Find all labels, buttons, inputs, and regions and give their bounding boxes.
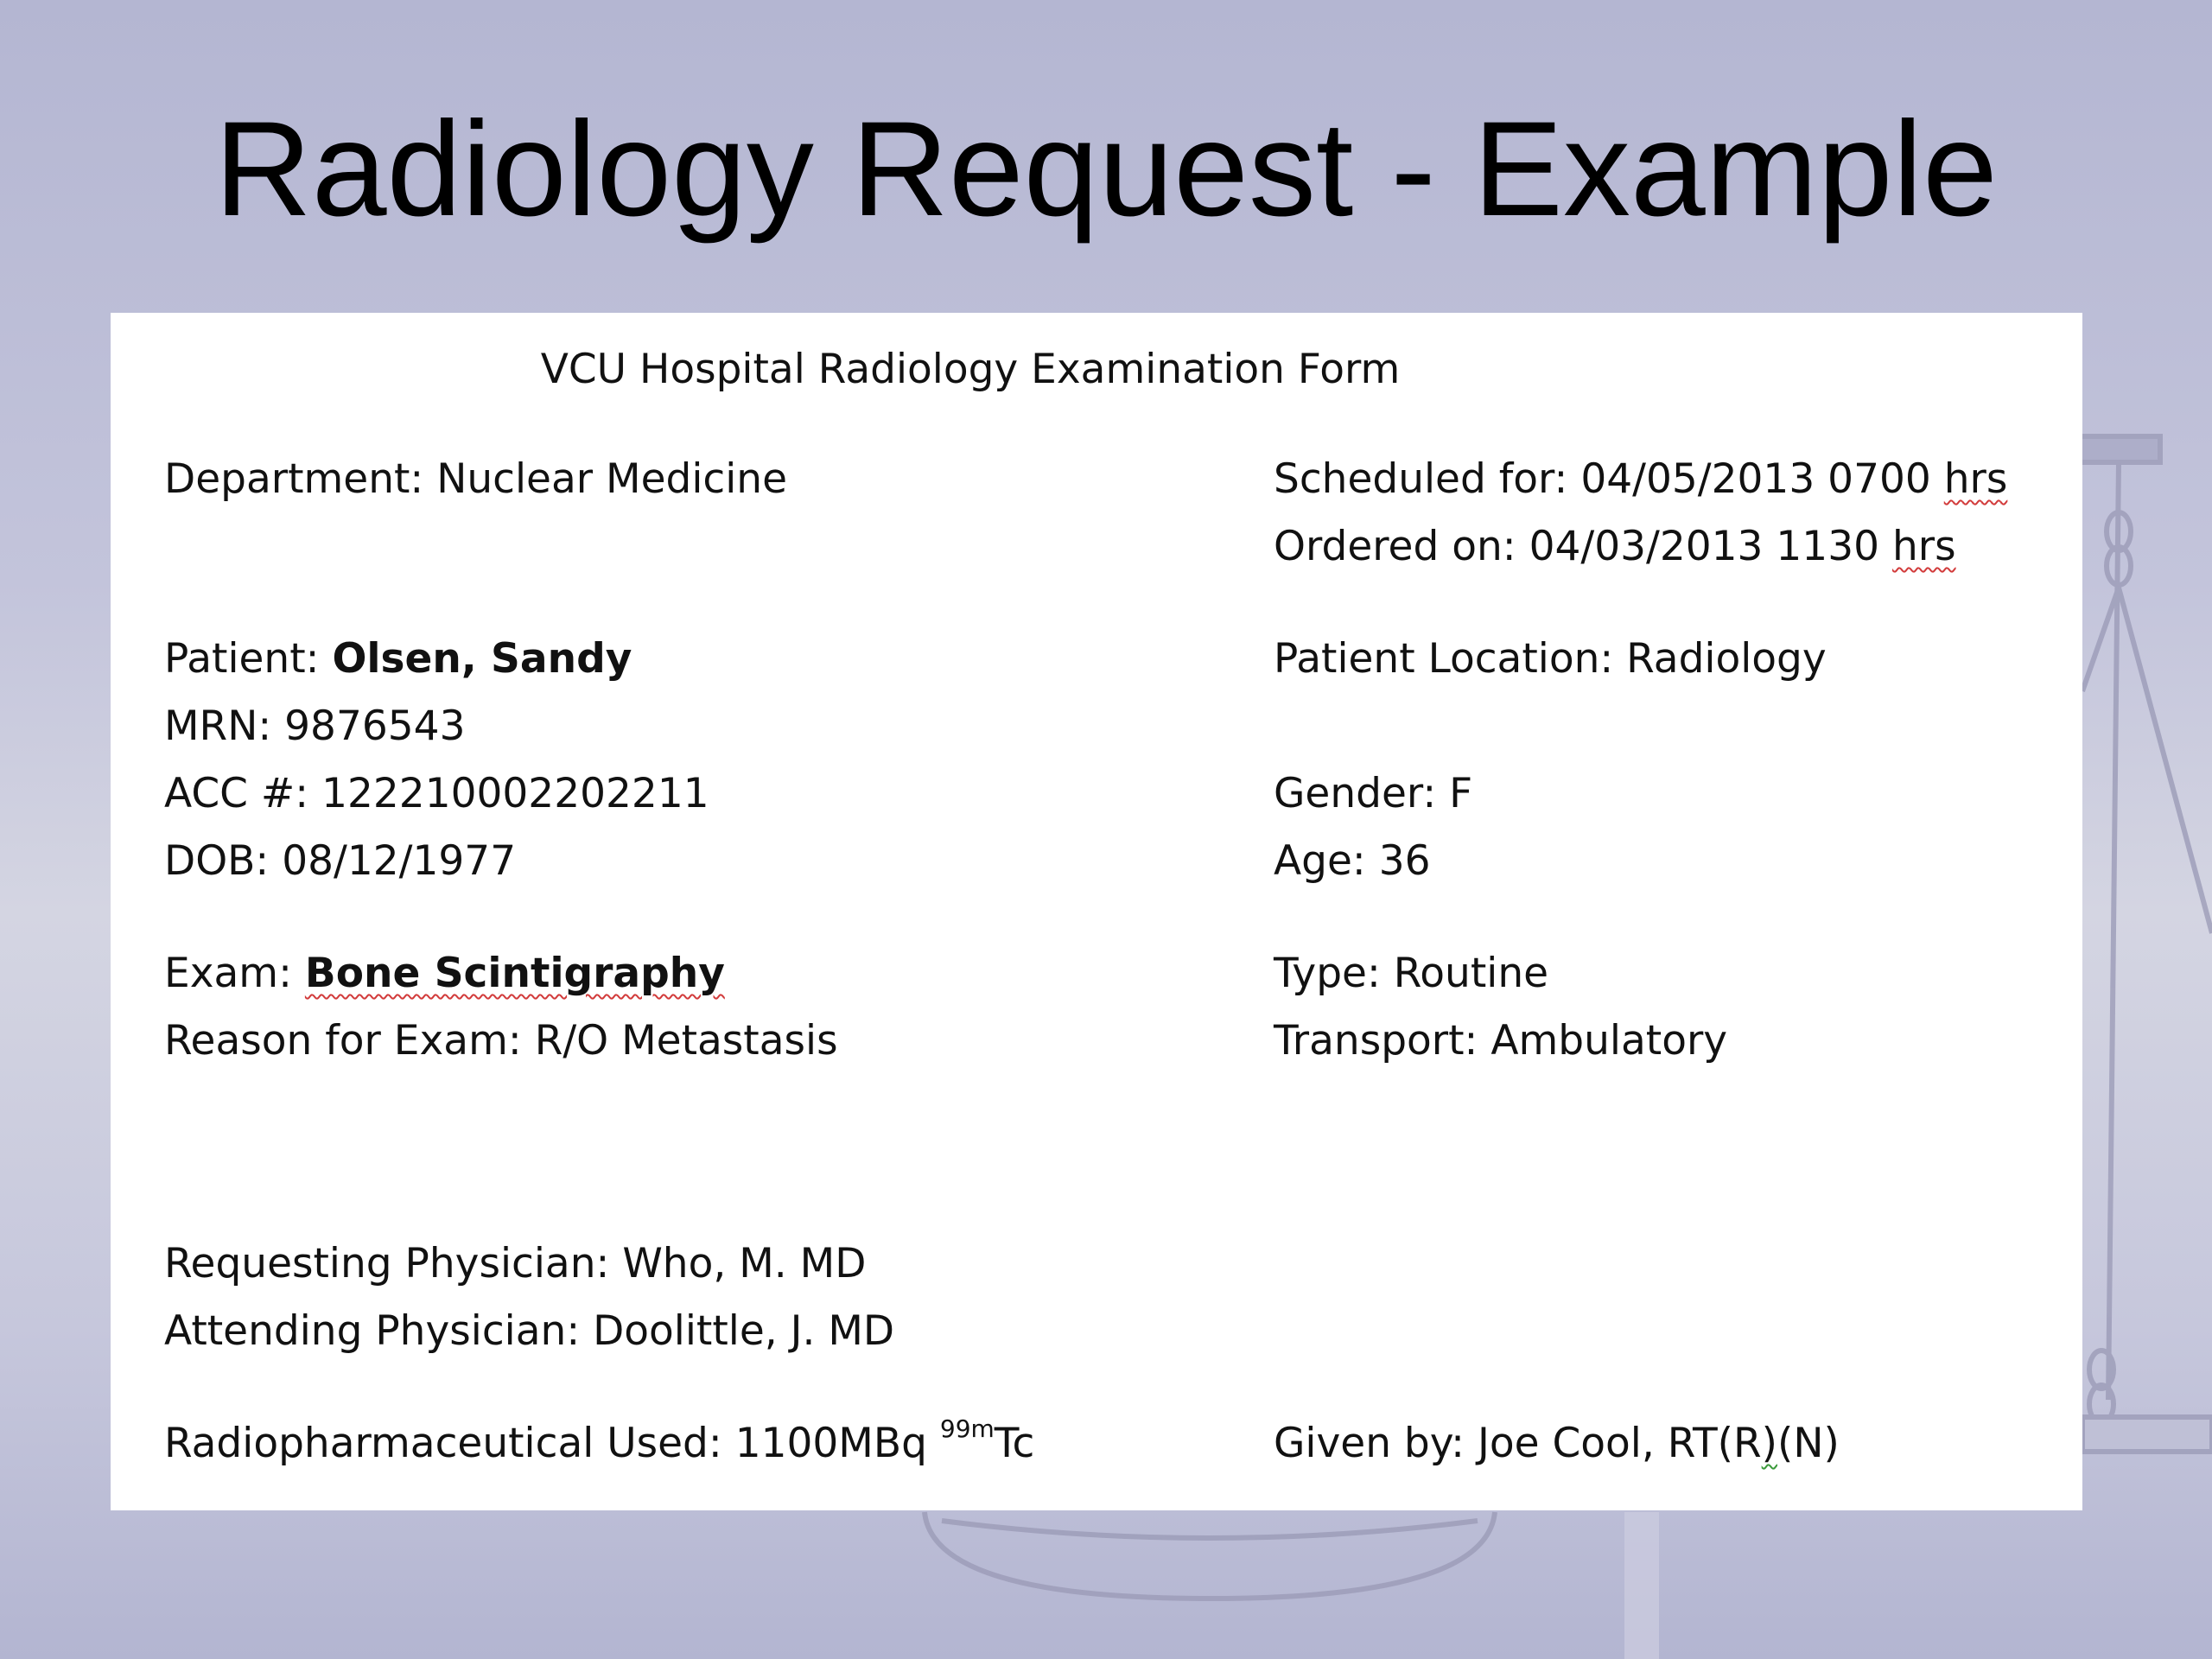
dob-value: 08/12/1977: [282, 837, 517, 885]
exam-value: Bone Scintigraphy: [304, 950, 725, 997]
given-by-value: Joe Cool, RT(R)(N): [1477, 1420, 1840, 1467]
mrn-field: MRN: 9876543: [164, 702, 466, 750]
ordered-field: Ordered on: 04/03/2013 1130 hrs: [1274, 523, 1956, 570]
type-field: Type: Routine: [1274, 950, 1549, 997]
reason-field: Reason for Exam: R/O Metastasis: [164, 1017, 838, 1065]
requesting-physician-value: Who, M. MD: [622, 1240, 867, 1287]
scheduled-value: 04/05/2013 0700: [1580, 455, 1931, 503]
examination-form: [111, 313, 2082, 1510]
age-value: 36: [1378, 837, 1431, 885]
gender-value: F: [1449, 770, 1473, 817]
mrn-value: 9876543: [284, 702, 466, 750]
gender-field: Gender: F: [1274, 770, 1473, 817]
department-field: Department: Nuclear Medicine: [164, 455, 787, 503]
given-by-field: Given by: Joe Cool, RT(R)(N): [1274, 1420, 1840, 1467]
isotope-mass-number: 99m: [939, 1414, 995, 1443]
location-value: Radiology: [1626, 635, 1827, 683]
patient-field: Patient: Olsen, Sandy: [164, 635, 632, 683]
ordered-value: 04/03/2013 1130: [1529, 523, 1880, 570]
exam-field: Exam: Bone Scintigraphy: [164, 950, 725, 997]
dob-field: DOB: 08/12/1977: [164, 837, 517, 885]
isotope-symbol: Tc: [994, 1420, 1035, 1467]
form-title: VCU Hospital Radiology Examination Form: [540, 346, 1401, 393]
transport-value: Ambulatory: [1491, 1017, 1728, 1065]
radiopharmaceutical-field: Radiopharmaceutical Used: 1100MBq $^{99m}$Tc: [164, 1414, 1035, 1467]
scheduled-field: Scheduled for: 04/05/2013 0700 hrs: [1274, 455, 2008, 503]
transport-field: Transport: Ambulatory: [1274, 1017, 1728, 1065]
radiopharmaceutical-dose: 1100MBq: [734, 1420, 927, 1467]
reason-value: R/O Metastasis: [534, 1017, 838, 1065]
slide-title: Radiology Request - Example: [214, 94, 1998, 245]
location-field: Patient Location: Radiology: [1274, 635, 1827, 683]
department-value: Nuclear Medicine: [436, 455, 787, 503]
requesting-physician-field: Requesting Physician: Who, M. MD: [164, 1240, 867, 1287]
type-value: Routine: [1393, 950, 1549, 997]
attending-physician-field: Attending Physician: Doolittle, J. MD: [164, 1307, 895, 1355]
acc-field: ACC #: 122210002202211: [164, 770, 709, 817]
acc-value: 122210002202211: [321, 770, 709, 817]
patient-name: Olsen, Sandy: [332, 635, 632, 683]
age-field: Age: 36: [1274, 837, 1431, 885]
attending-physician-value: Doolittle, J. MD: [593, 1307, 895, 1355]
